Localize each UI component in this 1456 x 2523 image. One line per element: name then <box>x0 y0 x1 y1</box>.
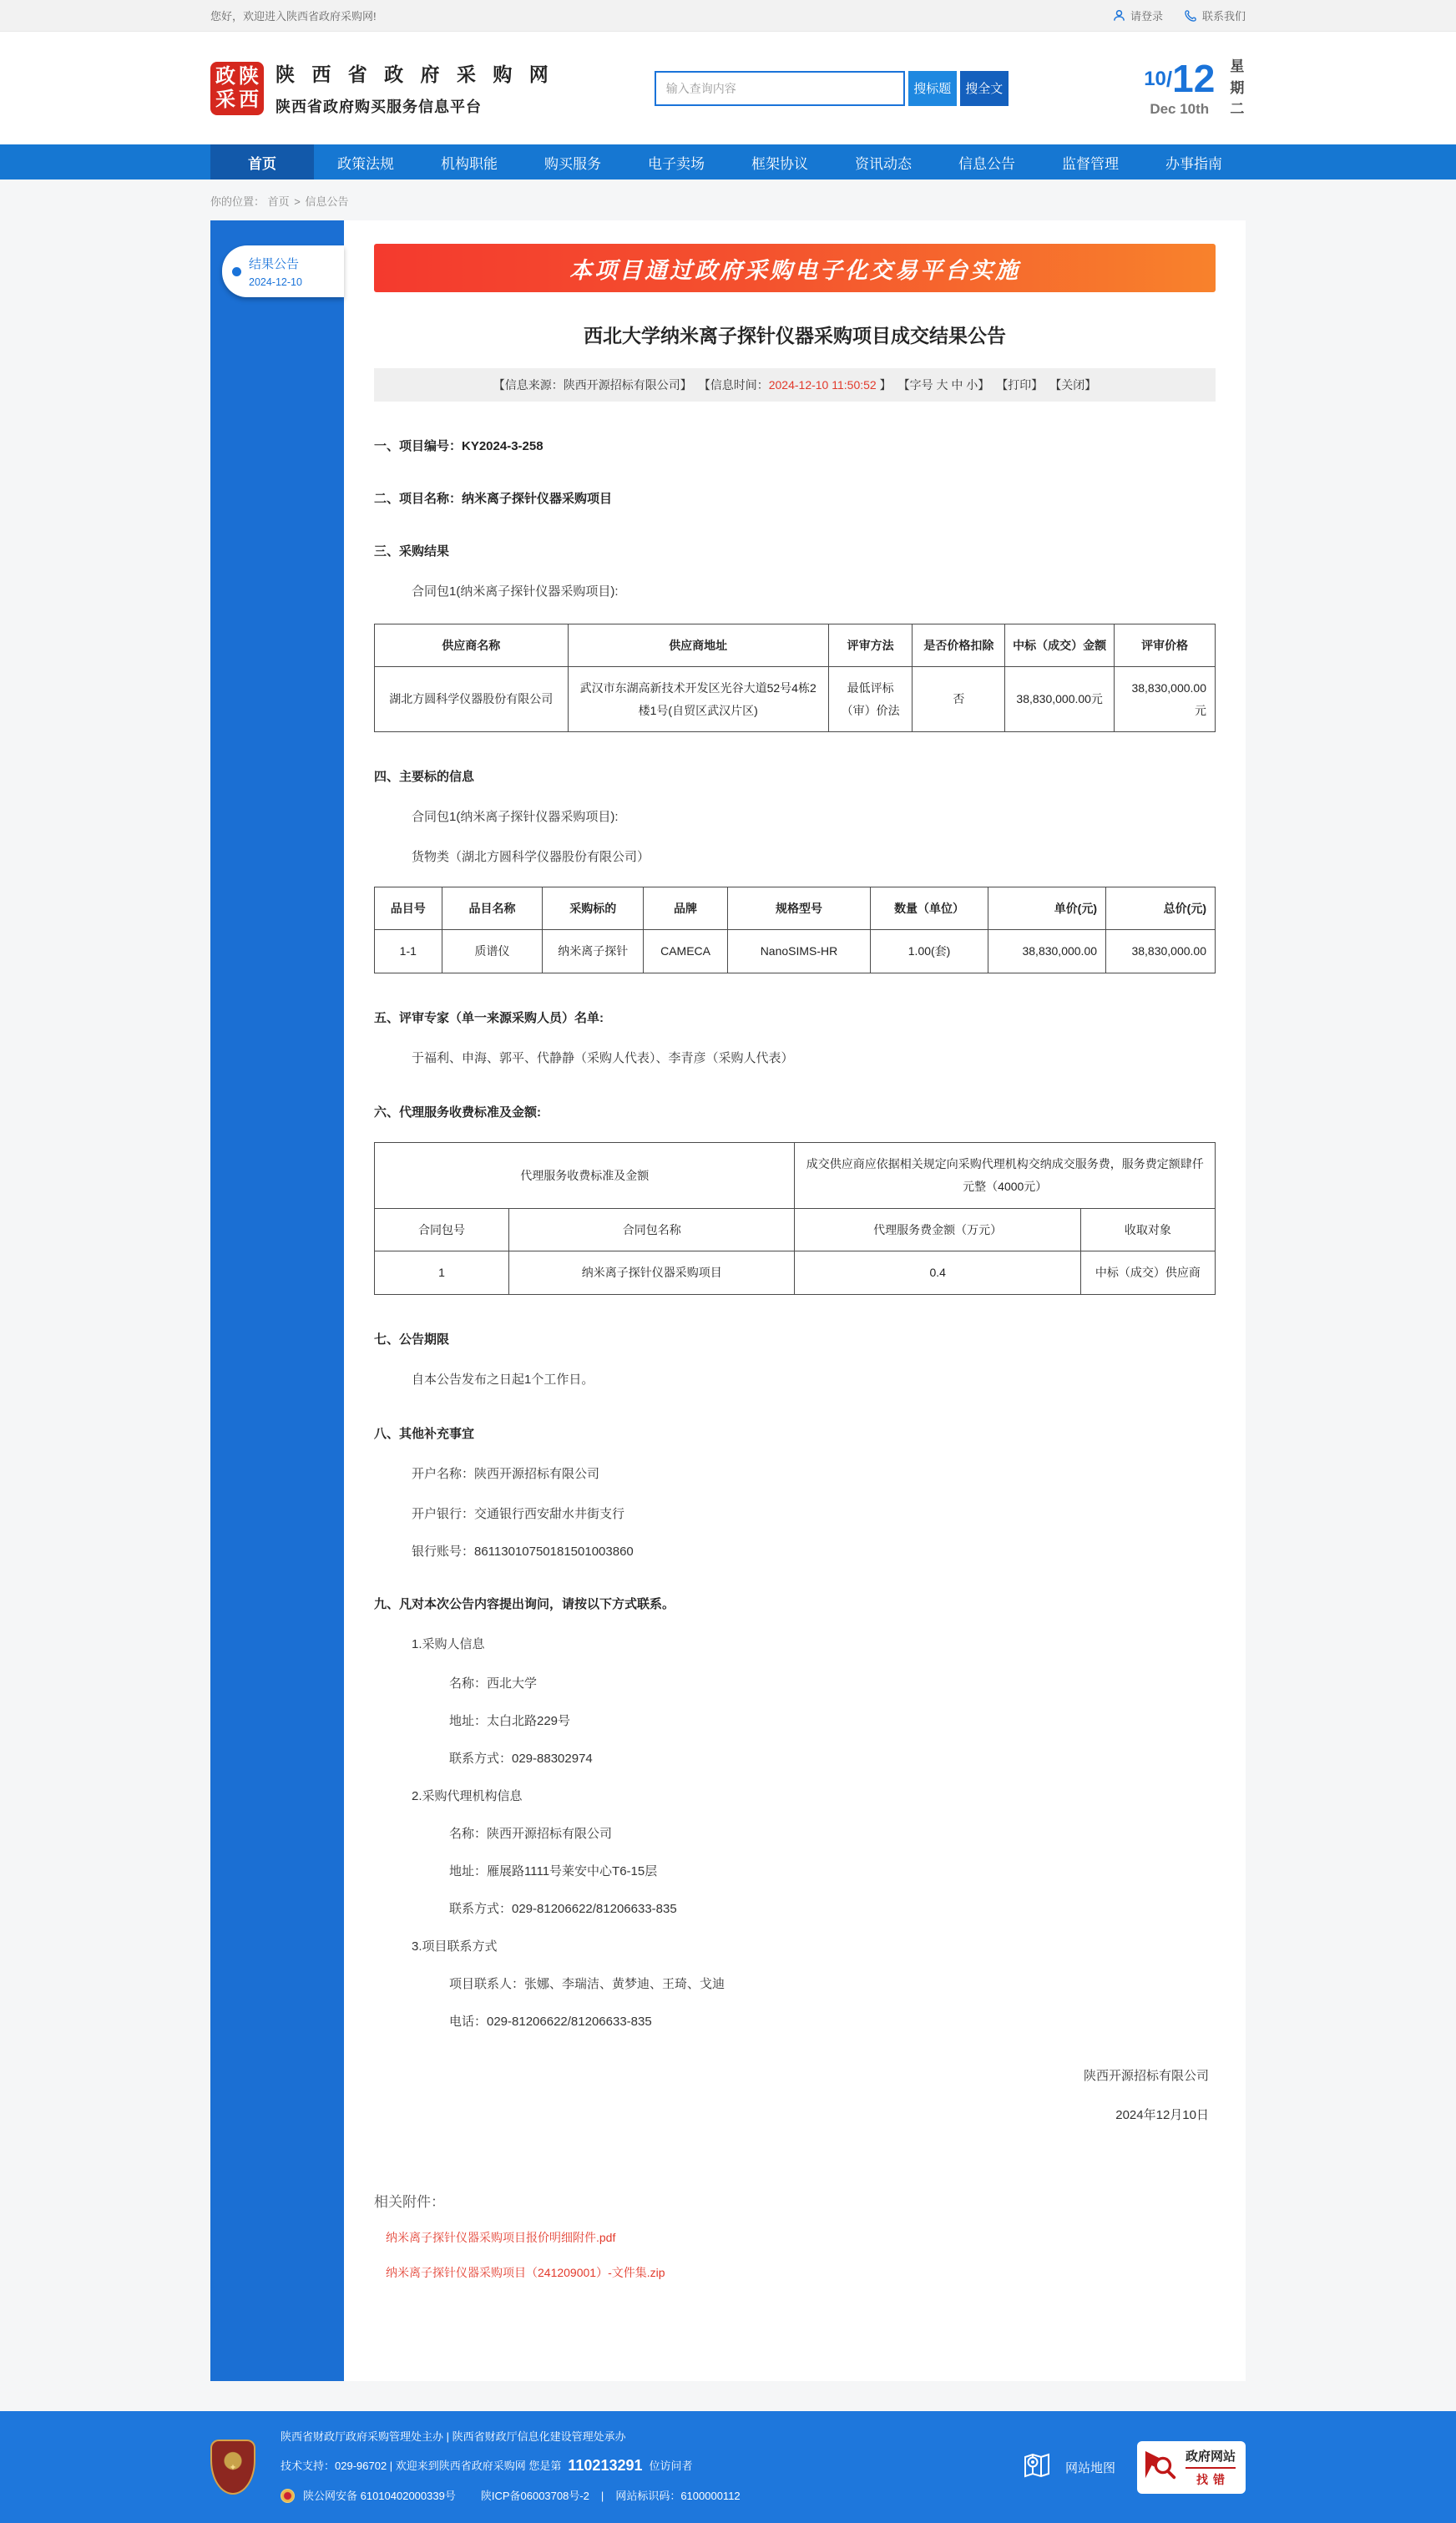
article-content <box>344 220 1246 2381</box>
weekday-label: 星期二 <box>1230 58 1245 118</box>
attachment-pdf-link[interactable]: 纳米离子探针仪器采购项目报价明细附件.pdf <box>386 2231 616 2245</box>
welcome-text: 您好，欢迎进入陕西省政府采购网! <box>210 10 377 23</box>
visitor-count: 110213291 <box>568 2457 643 2475</box>
section-4-sub1: 合同包1(纳米离子探针仪器采购项目): <box>412 810 619 825</box>
nav-item-policies[interactable]: 政策法规 <box>337 155 394 172</box>
account-bank: 开户银行：交通银行西安甜水井街支行 <box>412 1506 625 1521</box>
footer-organizer: 陕西省财政厅政府采购管理处主办 | 陕西省财政厅信息化建设管理处承办 <box>281 2430 626 2444</box>
project-phone: 电话：029-81206622/81206633-835 <box>449 2015 652 2030</box>
attachments-heading: 相关附件： <box>374 2194 445 2211</box>
user-icon <box>1113 9 1125 22</box>
nav-item-e-mall[interactable]: 电子卖场 <box>648 155 705 172</box>
table-row: 1-1 质谱仪 纳米离子探针 CAMECA NanoSIMS-HR 1.00(套) 38,830,000.00 38,830,000.00 <box>375 930 1216 973</box>
result-table: 供应商名称 供应商地址 评审方法 是否价格扣除 中标（成交）金额 评审价格 湖北方圆科学仪器股份有限公司 武汉市东湖高新技术开发区光谷大道52号4栋2楼1号(自贸区武汉片区) 最低评标（审）价法 否 38,830,000.00元 38,830,000.00元 <box>374 624 1216 733</box>
nav-item-functions[interactable]: 机构职能 <box>441 155 498 172</box>
agency-name: 名称：陕西开源招标有限公司 <box>449 1827 613 1842</box>
logo-icon: 政 陕 采 西 <box>210 62 264 115</box>
article-meta-bar <box>374 368 1216 402</box>
site-error-report-badge[interactable]: 政府网站 找错 <box>1137 2441 1246 2494</box>
section-6-heading: 六、代理服务收费标准及金额: <box>374 1105 541 1120</box>
site-subtitle: 陕西省政府购买服务信息平台 <box>276 99 482 115</box>
section-1-heading: 一、项目编号：KY2024-3-258 <box>374 439 543 453</box>
nav-item-framework[interactable]: 框架协议 <box>751 155 808 172</box>
sitemap-link[interactable]: 网站地图 <box>1020 2449 1115 2485</box>
nav-item-purchase-services[interactable]: 购买服务 <box>544 155 601 172</box>
search-input[interactable] <box>655 71 905 106</box>
announcement-period: 自本公告发布之日起1个工作日。 <box>412 1372 594 1387</box>
buyer-contact: 联系方式：029-88302974 <box>449 1752 593 1767</box>
sidebar-item-result-announcement[interactable]: 结果公告 2024-12-10 <box>222 245 344 297</box>
main-area <box>210 220 1246 2381</box>
nav-item-news[interactable]: 资讯动态 <box>855 155 912 172</box>
section-4-heading: 四、主要标的信息 <box>374 770 475 785</box>
items-table: 品目号 品目名称 采购标的 品牌 规格型号 数量（单位） 单价(元) 总价(元) 1-1 质谱仪 纳米离子探针 CAMECA NanoSIMS-HR 1.00(套) 38,830,000.00 38,830,000.00 <box>374 887 1216 973</box>
date-widget: 10/12 Dec 10th 星期二 <box>1144 56 1246 120</box>
agency-address: 地址：雁展路1111号莱安中心T6-15层 <box>449 1864 658 1879</box>
site-name: 陕 西 省 政 府 采 购 网 <box>276 63 554 85</box>
close-button[interactable]: 【关闭】 <box>1049 378 1097 392</box>
platform-banner: 本项目通过政府采购电子化交易平台实施 <box>374 244 1216 292</box>
footer: ✦ 陕西省财政厅政府采购管理处主办 | 陕西省财政厅信息化建设管理处承办 技术支持：029-96702 | 欢迎来到陕西省政府采购网 您是第 110213291 位访问者 陕公网安备 61010402000339号 陕ICP备06003708号-2 | 网站标识码：6100000112 网站地图 政府网站 找错 <box>0 2411 1456 2523</box>
contact-link[interactable]: 联系我们 <box>1185 8 1246 23</box>
signature-block <box>374 2066 1216 2123</box>
site-header <box>0 32 1456 144</box>
fontsize-controls[interactable]: 【字号 大 中 小】 <box>897 378 990 392</box>
agency-info-title: 2.采购代理机构信息 <box>412 1789 523 1804</box>
section-7-heading: 七、公告期限 <box>374 1332 450 1347</box>
section-3-heading: 三、采购结果 <box>374 544 450 559</box>
bullet-dot-icon <box>232 267 241 276</box>
table-row: 湖北方圆科学仪器股份有限公司 武汉市东湖高新技术开发区光谷大道52号4栋2楼1号(自贸区武汉片区) 最低评标（审）价法 否 38,830,000.00元 38,830,000.00元 <box>375 667 1216 732</box>
search-bar <box>655 71 1009 106</box>
page-title: 西北大学纳米离子探针仪器采购项目成交结果公告 <box>584 325 1006 346</box>
section-9-heading: 九、凡对本次公告内容提出询问，请按以下方式联系。 <box>374 1596 675 1611</box>
signature-date: 2024年12月10日 <box>1115 2108 1209 2123</box>
attachment-zip-link[interactable]: 纳米离子探针仪器采购项目（241209001）-文件集.zip <box>386 2266 665 2280</box>
signature-company: 陕西开源招标有限公司 <box>1083 2069 1209 2084</box>
project-contacts: 项目联系人：张娜、李瑞洁、黄梦迪、王琦、戈迪 <box>449 1977 725 1992</box>
nav-item-guide[interactable]: 办事指南 <box>1165 155 1222 172</box>
section-5-heading: 五、评审专家（单一来源采购人员）名单: <box>374 1010 604 1025</box>
login-link[interactable]: 请登录 <box>1113 8 1163 23</box>
buyer-name: 名称：西北大学 <box>449 1676 538 1691</box>
account-name: 开户名称：陕西开源招标有限公司 <box>412 1467 600 1482</box>
table-row: 1 纳米离子探针仪器采购项目 0.4 中标（成交）供应商 <box>375 1251 1216 1295</box>
main-nav <box>0 144 1456 179</box>
icp-beian-link[interactable]: 陕ICP备06003708号-2 <box>480 2490 589 2503</box>
phone-icon <box>1185 9 1197 22</box>
attachments <box>374 2190 1216 2281</box>
date-english: Dec 10th <box>1150 100 1210 117</box>
sidebar <box>210 220 344 2381</box>
section-2-heading: 二、项目名称：纳米离子探针仪器采购项目 <box>374 492 613 506</box>
agency-fee-table: 代理服务收费标准及金额 成交供应商应依据相关规定向采购代理机构交纳成交服务费，服务费定额肆仟元整（4000元） 合同包号 合同包名称 代理服务费金额（万元） 收取对象 1 纳米离子探针仪器采购项目 0.4 中标（成交）供应商 <box>374 1142 1216 1294</box>
site-code: 网站标识码：6100000112 <box>615 2490 741 2503</box>
gov-emblem-icon: ✦ <box>210 2440 255 2495</box>
info-source: 【信息来源：陕西开源招标有限公司】 <box>493 378 692 392</box>
magnifier-icon <box>1144 2449 1179 2486</box>
section-8-heading: 八、其他补充事宜 <box>374 1427 475 1442</box>
map-icon <box>1020 2449 1054 2485</box>
gongan-beian-link[interactable]: 陕公网安备 61010402000339号 <box>303 2490 456 2503</box>
account-number: 银行账号：86113010750181501003860 <box>412 1544 634 1559</box>
breadcrumb-home[interactable]: 首页 <box>267 195 290 208</box>
footer-support: 技术支持：029-96702 | 欢迎来到陕西省政府采购网 您是第 <box>281 2459 562 2472</box>
project-contact-title: 3.项目联系方式 <box>412 1939 498 1954</box>
search-fulltext-button[interactable]: 搜全文 <box>960 71 1009 106</box>
nav-item-home[interactable]: 首页 <box>210 144 314 179</box>
breadcrumb: 你的位置： 首页 > 信息公告 <box>210 195 349 208</box>
section-4-sub2: 货物类（湖北方圆科学仪器股份有限公司） <box>412 849 650 864</box>
print-button[interactable]: 【打印】 <box>996 378 1044 392</box>
agency-contact: 联系方式：029-81206622/81206633-835 <box>449 1902 677 1917</box>
topbar <box>0 0 1456 32</box>
search-title-button[interactable]: 搜标题 <box>908 71 957 106</box>
nav-item-announcements[interactable]: 信息公告 <box>958 155 1015 172</box>
nav-item-supervision[interactable]: 监督管理 <box>1062 155 1119 172</box>
site-logo[interactable] <box>210 59 554 117</box>
buyer-info-title: 1.采购人信息 <box>412 1636 485 1651</box>
police-badge-icon <box>281 2489 295 2503</box>
info-time: 【信息时间：2024-12-10 11:50:52 】 <box>698 378 892 392</box>
expert-names: 于福利、申海、郭平、代静静（采购人代表）、李青彦（采购人代表） <box>412 1050 794 1065</box>
section-3-sub: 合同包1(纳米离子探针仪器采购项目): <box>412 584 619 599</box>
breadcrumb-current[interactable]: 信息公告 <box>305 195 349 208</box>
buyer-address: 地址：太白北路229号 <box>449 1714 571 1729</box>
